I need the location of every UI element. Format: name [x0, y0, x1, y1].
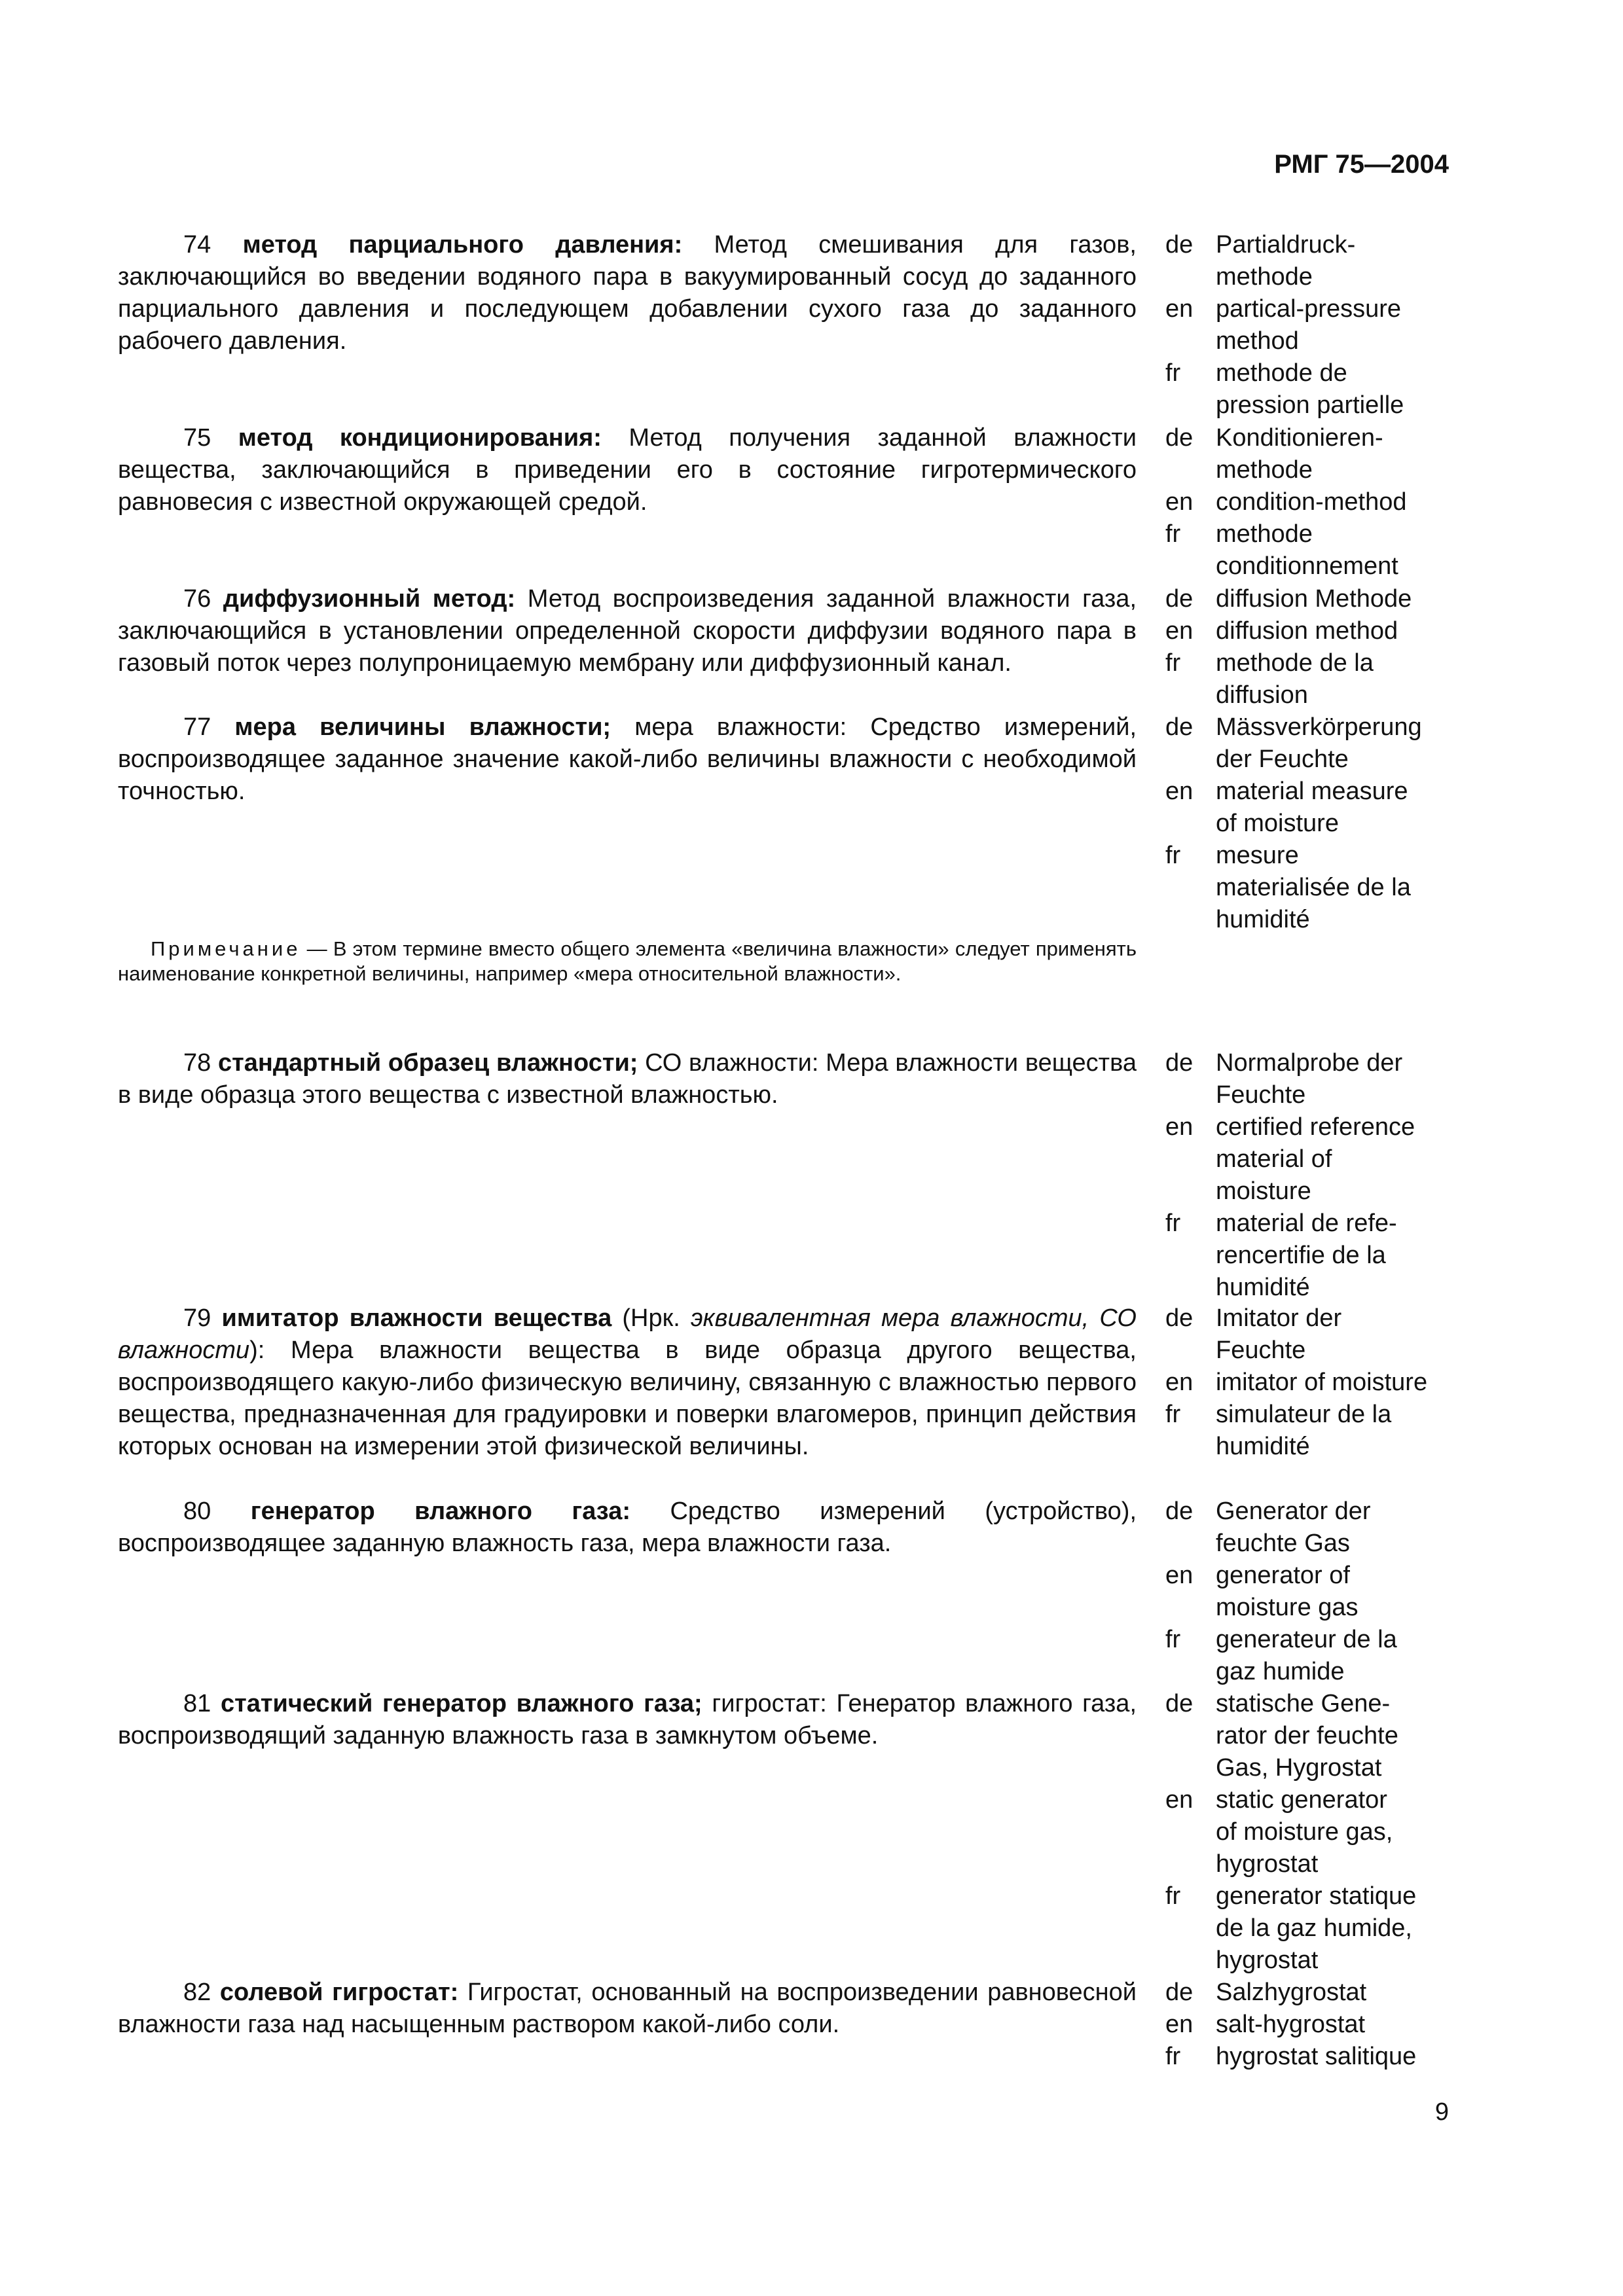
definition-74 [118, 229, 1137, 357]
equivalents-78 [1165, 1047, 1453, 1304]
equivalent-de [1165, 229, 1453, 293]
equivalent-en [1165, 776, 1453, 840]
lang-code: en [1165, 617, 1194, 645]
equivalent-en [1165, 1560, 1453, 1624]
entry-number: 77 [183, 713, 211, 741]
term-de: Salzhygrostat [1216, 1979, 1367, 2006]
term-ru: метод парциального давления: [242, 231, 683, 259]
lang-code: de [1165, 585, 1194, 613]
term-ru: имитатор влажности вещества [221, 1304, 612, 1332]
term-de: Konditionieren- methode [1216, 424, 1383, 484]
lang-code: en [1165, 2011, 1194, 2038]
lang-code: fr [1165, 520, 1181, 548]
lang-code: en [1165, 1562, 1194, 1589]
equivalent-fr [1165, 357, 1453, 422]
equivalent-fr [1165, 518, 1453, 583]
term-fr: methode de pression partielle [1216, 359, 1404, 419]
equivalents-82 [1165, 1977, 1453, 2073]
lang-code: de [1165, 1690, 1194, 1717]
term-fr: methode de la diffusion [1216, 649, 1374, 709]
deprecated-terms: эквивалентная мера влажности, СО влажности [118, 1304, 1137, 1364]
term-en: imitator of moisture [1216, 1369, 1428, 1396]
equivalent-en [1165, 1367, 1453, 1399]
term-de: statische Gene- rator der feuchte Gas, Hygrostat [1216, 1690, 1398, 1782]
lang-code: fr [1165, 1210, 1181, 1237]
definition-text: СО влажности: Мера влажности вещества в виде образца этого вещества с известной влажностью. [118, 1049, 1137, 1109]
term-de: Imitator der Feuchte [1216, 1304, 1342, 1364]
term-de: Mässverkörperung der Feuchte [1216, 713, 1422, 773]
equivalents-76 [1165, 583, 1453, 711]
term-en: partical-pressure method [1216, 295, 1401, 355]
note-text: — В этом термине вместо общего элемента «величина влажности» следует применять наименование конкретной величины, например «мера относительной влажности». [118, 937, 1137, 985]
term-en: generator of moisture gas [1216, 1562, 1359, 1621]
equivalents-77 [1165, 711, 1453, 936]
equivalent-en [1165, 486, 1453, 518]
equivalents-79 [1165, 1302, 1453, 1463]
term-de: Partialdruck- methode [1216, 231, 1356, 291]
equivalent-en [1165, 293, 1453, 357]
definition-prefix: (Нрк. [611, 1304, 691, 1332]
lang-code: de [1165, 1049, 1194, 1077]
definition-text: Метод получения заданной влажности вещества, заключающийся в приведении его в состояние гигротермического равновесия с известной окружающей средой. [118, 424, 1137, 516]
definition-75 [118, 422, 1137, 518]
term-de: Generator der feuchte Gas [1216, 1498, 1371, 1557]
entry-number: 80 [183, 1498, 211, 1525]
term-fr: methode conditionnement [1216, 520, 1398, 580]
definition-78 [118, 1047, 1137, 1111]
equivalent-de [1165, 711, 1453, 776]
definition-82 [118, 1977, 1137, 2041]
definition-81 [118, 1688, 1137, 1752]
equivalent-fr [1165, 2041, 1453, 2073]
lang-code: de [1165, 1979, 1194, 2006]
note-label: Примечание [151, 937, 301, 960]
equivalent-en [1165, 2009, 1453, 2041]
definition-text: Метод воспроизведения заданной влажности газа, заключающийся в установлении определенной скорости диффузии водяного пара в газовый поток через полупроницаемую мембрану или диффузионный канал. [118, 585, 1137, 677]
entry-number: 75 [183, 424, 211, 452]
definition-text: ): Мера влажности вещества в виде образца другого вещества, воспроизводящего какую-либо физическую величину, связанную с влажностью первого вещества, предназначенная для градуировки и поверки влагомеров, принцип действия которых основан на измерении этой физической величины. [118, 1336, 1137, 1460]
equivalent-fr [1165, 1208, 1453, 1304]
equivalent-de [1165, 1047, 1453, 1111]
equivalent-de [1165, 1688, 1453, 1784]
equivalent-de [1165, 1496, 1453, 1560]
term-ru: метод кондиционирования: [238, 424, 602, 452]
lang-code: de [1165, 424, 1194, 452]
equivalent-de [1165, 1977, 1453, 2009]
lang-code: fr [1165, 1401, 1181, 1428]
lang-code: de [1165, 713, 1194, 741]
equivalent-fr [1165, 840, 1453, 936]
definition-text: Средство измерений (устройство), воспроизводящее заданную влажность газа, мера влажности газа. [118, 1498, 1137, 1557]
equivalents-74 [1165, 229, 1453, 422]
equivalent-fr [1165, 1880, 1453, 1977]
equivalent-en [1165, 615, 1453, 647]
equivalents-80 [1165, 1496, 1453, 1688]
lang-code: de [1165, 1498, 1194, 1525]
definition-text: мера влажности: Средство измерений, воспроизводящее заданное значение какой-либо величины влажности с необходимой точностью. [118, 713, 1137, 805]
term-ru: мера величины влажности; [234, 713, 611, 741]
document-header: РМГ 75—2004 [1274, 150, 1449, 179]
entry-number: 78 [183, 1049, 211, 1077]
equivalent-de [1165, 583, 1453, 615]
term-fr: mesure materialisée de la humidité [1216, 842, 1411, 933]
term-ru: солевой гигростат: [219, 1979, 459, 2006]
term-fr: generateur de la gaz humide [1216, 1626, 1397, 1685]
equivalents-75 [1165, 422, 1453, 583]
term-ru: генератор влажного газа: [250, 1498, 630, 1525]
definition-80 [118, 1496, 1137, 1560]
lang-code: fr [1165, 842, 1181, 869]
term-fr: material de refe- rencertifie de la humidité [1216, 1210, 1397, 1301]
term-en: static generator of moisture gas, hygrostat [1216, 1786, 1393, 1878]
term-en: material measure of moisture [1216, 778, 1408, 837]
lang-code: fr [1165, 1882, 1181, 1910]
note-77 [118, 937, 1137, 986]
term-en: certified reference material of moisture [1216, 1113, 1415, 1205]
term-de: diffusion Methode [1216, 585, 1412, 613]
term-de: Normalprobe der Feuchte [1216, 1049, 1403, 1109]
entry-number: 82 [183, 1979, 211, 2006]
lang-code: fr [1165, 359, 1181, 387]
equivalent-fr [1165, 1399, 1453, 1463]
equivalents-81 [1165, 1688, 1453, 1977]
term-ru: статический генератор влажного газа; [220, 1690, 702, 1717]
term-fr: simulateur de la humidité [1216, 1401, 1392, 1460]
equivalent-en [1165, 1784, 1453, 1880]
equivalent-fr [1165, 1624, 1453, 1688]
entry-number: 74 [183, 231, 211, 259]
equivalent-en [1165, 1111, 1453, 1208]
term-en: diffusion method [1216, 617, 1398, 645]
entry-number: 79 [183, 1304, 211, 1332]
lang-code: en [1165, 488, 1194, 516]
lang-code: en [1165, 778, 1194, 805]
term-en: salt-hygrostat [1216, 2011, 1366, 2038]
lang-code: en [1165, 1113, 1194, 1141]
term-ru: стандартный образец влажности; [218, 1049, 638, 1077]
definition-79 [118, 1302, 1137, 1463]
equivalent-de [1165, 1302, 1453, 1367]
definition-text: гигростат: Генератор влажного газа, воспроизводящий заданную влажность газа в замкнутом объеме. [118, 1690, 1137, 1749]
definition-76 [118, 583, 1137, 679]
equivalent-fr [1165, 647, 1453, 711]
lang-code: fr [1165, 2043, 1181, 2070]
lang-code: en [1165, 295, 1194, 323]
lang-code: fr [1165, 1626, 1181, 1653]
term-fr: generator statique de la gaz humide, hygrostat [1216, 1882, 1417, 1974]
lang-code: de [1165, 1304, 1194, 1332]
lang-code: en [1165, 1369, 1194, 1396]
term-fr: hygrostat salitique [1216, 2043, 1417, 2070]
entry-number: 76 [183, 585, 211, 613]
page-number: 9 [1434, 2098, 1449, 2126]
definition-text: Метод смешивания для газов, заключающийся во введении водяного пара в вакуумированный сосуд до заданного парциального давления и последующем добавлении сухого газа до заданного рабочего давления. [118, 231, 1137, 355]
definition-text: Гигростат, основанный на воспроизведении равновесной влажности газа над насыщенным раствором какой-либо соли. [118, 1979, 1137, 2038]
definition-77 [118, 711, 1137, 808]
entry-number: 81 [183, 1690, 211, 1717]
equivalent-de [1165, 422, 1453, 486]
term-ru: диффузионный метод: [223, 585, 516, 613]
lang-code: de [1165, 231, 1194, 259]
lang-code: en [1165, 1786, 1194, 1814]
term-en: condition-method [1216, 488, 1407, 516]
lang-code: fr [1165, 649, 1181, 677]
